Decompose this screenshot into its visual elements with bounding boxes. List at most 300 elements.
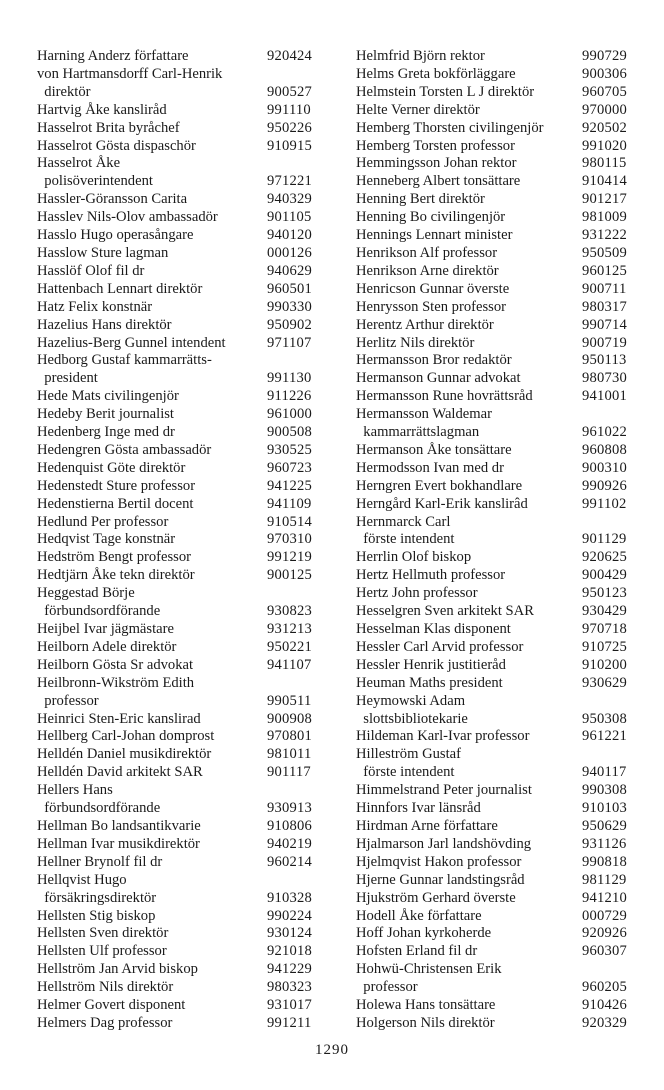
entry-name: Helmfrid Björn rektor [356,48,485,64]
entry-number: 981129 [582,871,627,888]
entry-row [356,84,632,102]
entry-name: Hedström Bengt professor [37,549,192,566]
entry-number: 990926 [582,477,627,494]
entry-number: 990511 [267,692,312,709]
entry-name: Hemberg Thorsten civilingenjör [356,119,544,136]
entry-name: polisöverintendent [37,173,153,190]
entry-name: Himmelstrand Peter journalist [356,782,532,799]
entry-name: Hinnfors Ivar länsråd [356,800,481,817]
entry-name: Hellner Brynolf fil dr [37,853,163,870]
entry-name: Hasslöf Olof fil dr [37,262,145,279]
entry-name: Hellström Nils direktör [37,979,174,996]
entry-name: Hemberg Torsten professor [356,137,515,154]
entry-continuation-row [37,173,317,191]
entry-number: 961022 [582,424,627,441]
entry-name: Hedengren Gösta ambassadör [37,441,212,458]
entry-number: 961221 [582,728,627,745]
entry-name: Hessler Henrik justitieråd [356,656,506,673]
entry-number: 931213 [267,621,312,637]
entry-row [37,943,317,961]
entry-name: Hellsten Ulf professor [37,943,167,960]
entry-number: 000729 [582,907,627,924]
entry-number: 901129 [582,531,627,548]
entry-number: 901217 [582,191,627,208]
entry-name: Hertz John professor [356,585,478,602]
entry-row [356,335,632,353]
entry-name: Hermanson Åke tonsättare [356,441,512,458]
entry-name: Hazelius Hans direktör [37,316,172,333]
entry-name: Holewa Hans tonsättare [356,997,496,1014]
entry-name: Hasslo Hugo operasångare [37,227,194,244]
entry-number: 970801 [267,728,312,745]
entry-number: 991219 [267,549,312,566]
entry-row [37,639,317,657]
entry-row [356,728,632,746]
entry-number: 930429 [582,603,627,620]
entry-row [37,352,317,370]
entry-row [37,979,317,997]
entry-row [37,872,317,890]
entry-name: Holgerson Nils direktör [356,1014,495,1031]
entry-number: 950629 [582,817,627,834]
entry-name: försäkringsdirektör [37,889,157,906]
entry-number: 941225 [267,477,312,494]
entry-row [356,890,632,908]
entry-row [37,66,317,84]
entry-number: 920424 [267,48,312,64]
entry-row [356,621,632,639]
entry-name: Hasselrot Åke [37,155,121,172]
entry-name: Hedenberg Inge med dr [37,424,175,441]
entry-name: Heymowski Adam [356,692,466,709]
entry-number: 910806 [267,817,312,834]
entry-number: 921018 [267,943,312,960]
entry-number: 941109 [267,495,312,512]
entry-name: Heinrici Sten-Eric kanslirad [37,710,201,727]
entry-number: 990729 [582,48,627,64]
entry-continuation-row [37,800,317,818]
entry-number: 991211 [267,1014,312,1031]
entry-continuation-row [356,531,632,549]
entry-number: 970000 [582,101,627,118]
entry-name: Hilleström Gustaf [356,746,461,763]
entry-row [356,173,632,191]
entry-row [356,603,632,621]
entry-row [356,514,632,532]
entry-name: Hofsten Erland fil dr [356,943,478,960]
entry-row [356,693,632,711]
entry-number: 950902 [267,316,312,333]
entry-row [356,352,632,370]
entry-number: 981009 [582,209,627,226]
entry-number: 960723 [267,459,312,476]
entry-row [356,245,632,263]
entry-number: 960501 [267,280,312,297]
entry-row [356,782,632,800]
entry-name: Heilbronn-Wikström Edith [37,674,195,691]
entry-row [37,585,317,603]
entry-number: 990330 [267,298,312,315]
entry-name: Hedenquist Göte direktör [37,459,186,476]
entry-continuation-row [356,979,632,997]
entry-number: 960307 [582,943,627,960]
entry-row [356,227,632,245]
entry-number: 901105 [267,209,312,226]
entry-continuation-row [37,370,317,388]
entry-number: 930913 [267,800,312,817]
entry-name: Hatz Felix konstnär [37,298,153,315]
right-column [356,48,632,1033]
entry-number: 920926 [582,925,627,942]
entry-row [356,442,632,460]
entry-number: 930629 [582,674,627,691]
entry-name: Hesselman Klas disponent [356,621,511,637]
entry-row [37,997,317,1015]
entry-row [356,478,632,496]
entry-row [37,424,317,442]
entry-name: Henneberg Albert tonsättare [356,173,521,190]
entry-number: 940219 [267,835,312,852]
page-number: 1290 [315,1042,349,1058]
entry-name: Hessler Carl Arvid professor [356,638,524,655]
entry-row [37,102,317,120]
entry-row [356,496,632,514]
entry-continuation-row [37,693,317,711]
entry-name: Henrikson Arne direktör [356,262,499,279]
entry-row [356,997,632,1015]
entry-row [356,209,632,227]
entry-continuation-row [356,424,632,442]
entry-name: förbundsordförande [37,800,161,817]
entry-number: 980730 [582,370,627,387]
entry-row [37,317,317,335]
entry-row [37,782,317,800]
entry-row [37,299,317,317]
entry-number: 950123 [582,585,627,602]
entry-row [37,764,317,782]
entry-row [356,299,632,317]
entry-name: Hedeby Berit journalist [37,406,174,423]
entry-row [37,549,317,567]
entry-row [37,818,317,836]
entry-number: 950113 [582,352,627,369]
entry-continuation-row [37,890,317,908]
entry-name: Hirdman Arne författare [356,817,498,834]
entry-row [37,728,317,746]
entry-number: 941001 [582,388,627,405]
entry-name: Herrlin Olof biskop [356,549,472,566]
entry-number: 991020 [582,137,627,154]
entry-name: Hermanson Gunnar advokat [356,370,521,387]
entry-name: Henricson Gunnar överste [356,280,510,297]
entry-row [356,639,632,657]
entry-name: Hartvig Åke kansliråd [37,101,167,118]
entry-row [356,549,632,567]
entry-number: 991130 [267,370,312,387]
entry-name: Hedtjärn Åke tekn direktör [37,567,195,584]
entry-number: 940329 [267,191,312,208]
entry-row [37,908,317,926]
entry-name: president [37,370,98,387]
entry-row [356,943,632,961]
entry-number: 940117 [582,764,627,781]
entry-name: Hede Mats civilingenjör [37,388,179,405]
entry-number: 900310 [582,459,627,476]
entry-name: Helmer Govert disponent [37,997,186,1014]
entry-number: 990308 [582,782,627,799]
entry-row [356,138,632,156]
entry-number: 940120 [267,227,312,244]
entry-name: Heuman Maths president [356,674,503,691]
entry-name: Hertz Hellmuth professor [356,567,506,584]
entry-number: 900429 [582,567,627,584]
entry-row [356,191,632,209]
entry-row [37,191,317,209]
entry-number: 980323 [267,979,312,996]
entry-name: Hattenbach Lennart direktör [37,280,203,297]
entry-row [356,281,632,299]
entry-number: 960214 [267,853,312,870]
entry-number: 970310 [267,531,312,548]
entry-number: 950221 [267,638,312,655]
entry-name: Heilborn Adele direktör [37,638,177,655]
entry-row [37,442,317,460]
entry-number: 931222 [582,227,627,244]
entry-number: 900527 [267,83,312,100]
entry-row [356,120,632,138]
entry-number: 950226 [267,119,312,136]
entry-row [356,961,632,979]
entry-number: 990714 [582,316,627,333]
entry-name: Helmers Dag professor [37,1014,173,1031]
entry-name: Herngård Karl-Erik kanslirâd [356,495,528,512]
entry-name: Hellström Jan Arvid biskop [37,961,198,978]
entry-name: Herlitz Nils direktör [356,334,475,351]
entry-number: 900719 [582,334,627,351]
entry-name: Herentz Arthur direktör [356,316,494,333]
entry-number: 900306 [582,65,627,82]
entry-row [356,657,632,675]
entry-continuation-row [356,764,632,782]
entry-row [37,531,317,549]
entry-row [37,138,317,156]
entry-name: professor [37,692,99,709]
entry-name: Hennings Lennart minister [356,227,513,244]
entry-number: 930124 [267,925,312,942]
entry-row [37,746,317,764]
entry-name: Helmstein Torsten L J direktör [356,83,535,100]
entry-row [356,818,632,836]
entry-row [37,263,317,281]
entry-name: Hellsten Stig biskop [37,907,156,924]
entry-name: Heilborn Gösta Sr advokat [37,656,194,673]
entry-number: 920502 [582,119,627,136]
entry-name: Hedborg Gustaf kammarrätts- [37,352,212,369]
entry-row [356,317,632,335]
entry-name: Heijbel Ivar jägmästare [37,621,174,637]
entry-row [37,836,317,854]
entry-name: Hermansson Waldemar [356,406,492,423]
entry-row [37,496,317,514]
entry-row [356,155,632,173]
entry-row [37,155,317,173]
entry-number: 920329 [582,1014,627,1031]
entry-row [37,227,317,245]
entry-row [37,48,317,66]
entry-name: Hedenstedt Sture professor [37,477,196,494]
entry-number: 941107 [267,656,312,673]
entry-name: Hellsten Sven direktör [37,925,169,942]
entry-name: Henrikson Alf professor [356,244,498,261]
entry-number: 901117 [267,764,311,781]
entry-row [37,1015,317,1033]
entry-name: Hohwü-Christensen Erik [356,961,502,978]
entry-number: 980317 [582,298,627,315]
entry-name: Henning Bo civilingenjör [356,209,506,226]
entry-row [356,406,632,424]
entry-row [356,567,632,585]
entry-name: Hellman Ivar musikdirektör [37,835,200,852]
entry-name: Hjerne Gunnar landstingsråd [356,871,525,888]
entry-number: 920625 [582,549,627,566]
entry-name: Hesselgren Sven arkitekt SAR [356,603,534,620]
entry-row [356,66,632,84]
entry-number: 931017 [267,997,312,1014]
entry-number: 910328 [267,889,312,906]
entry-number: 991102 [582,495,627,512]
entry-name: Hellberg Carl-Johan domprost [37,728,215,745]
entry-name: Hjalmarson Jarl landshövding [356,835,532,852]
entry-name: Hasslev Nils-Olov ambassadör [37,209,218,226]
entry-row [37,245,317,263]
entry-number: 941210 [582,889,627,906]
entry-number: 960205 [582,979,627,996]
entry-name: Hjukström Gerhard överste [356,889,516,906]
entry-number: 910514 [267,513,312,530]
left-column [37,48,317,1033]
entry-number: 960125 [582,262,627,279]
entry-number: 000126 [267,244,312,261]
entry-number: 910426 [582,997,627,1014]
entry-name: Hedenstierna Bertil docent [37,495,194,512]
entry-row [37,514,317,532]
entry-name: Hasselrot Gösta dispaschör [37,137,196,154]
entry-number: 971221 [267,173,312,190]
entry-name: professor [356,979,418,996]
entry-name: Hermodsson Ivan med dr [356,459,504,476]
entry-number: 960705 [582,83,627,100]
entry-row [37,675,317,693]
entry-name: Helms Greta bokförläggare [356,65,516,82]
entry-name: Hellman Bo landsantikvarie [37,817,201,834]
entry-row [356,872,632,890]
entry-number: 981011 [267,746,312,763]
entry-row [37,120,317,138]
entry-row [37,335,317,353]
entry-row [356,800,632,818]
entry-row [37,854,317,872]
entry-row [356,460,632,478]
entry-number: 961000 [267,406,312,423]
entry-name: Hellers Hans [37,782,113,799]
entry-row [356,746,632,764]
entry-row [356,388,632,406]
entry-name: Hasslow Sture lagman [37,244,169,261]
entry-number: 990818 [582,853,627,870]
entry-number: 910915 [267,137,312,154]
entry-row [37,621,317,639]
entry-row [356,1015,632,1033]
entry-row [37,209,317,227]
entry-name: von Hartmansdorff Carl-Henrik [37,65,223,82]
entry-row [356,908,632,926]
entry-name: förste intendent [356,531,455,548]
entry-number: 930823 [267,603,312,620]
entry-name: kammarrättslagman [356,424,480,441]
entry-number: 940629 [267,262,312,279]
entry-number: 991110 [267,101,311,118]
entry-row [356,585,632,603]
entry-row [37,460,317,478]
entry-name: Hermansson Bror redaktör [356,352,512,369]
entry-number: 900711 [582,280,627,297]
entry-number: 950308 [582,710,627,727]
entry-name: Herngren Evert bokhandlare [356,477,523,494]
entry-number: 931126 [582,835,627,852]
entry-number: 900908 [267,710,312,727]
entry-row [356,925,632,943]
entry-name: Hazelius-Berg Gunnel intendent [37,334,226,351]
entry-row [356,370,632,388]
entry-row [37,478,317,496]
entry-name: Henning Bert direktör [356,191,485,208]
entry-number: 910725 [582,638,627,655]
entry-row [37,406,317,424]
entry-name: Hildeman Karl-Ivar professor [356,728,530,745]
entry-row [356,675,632,693]
entry-row [37,657,317,675]
entry-name: direktör [37,83,91,100]
entry-number: 910200 [582,656,627,673]
entry-name: Heggestad Börje [37,585,135,602]
entry-number: 960808 [582,441,627,458]
entry-row [356,102,632,120]
entry-name: Helldén David arkitekt SAR [37,764,203,781]
entry-name: Henrysson Sten professor [356,298,506,315]
entry-name: Hedlund Per professor [37,513,169,530]
entry-continuation-row [356,711,632,729]
entry-name: förste intendent [356,764,455,781]
entry-name: Hermansson Rune hovrättsråd [356,388,533,405]
entry-number: 930525 [267,441,312,458]
entry-name: Harning Anderz författare [37,48,189,64]
entry-row [37,567,317,585]
entry-number: 910103 [582,800,627,817]
entry-row [356,263,632,281]
entry-number: 941229 [267,961,312,978]
entry-row [37,281,317,299]
entry-number: 970718 [582,621,627,637]
entry-name: Hedqvist Tage konstnär [37,531,176,548]
entry-continuation-row [37,603,317,621]
entry-number: 971107 [267,334,312,351]
entry-name: Hjelmqvist Hakon professor [356,853,522,870]
entry-row [356,836,632,854]
entry-name: Hoff Johan kyrkoherde [356,925,492,942]
entry-number: 900508 [267,424,312,441]
entry-name: Hemmingsson Johan rektor [356,155,517,172]
entry-number: 950509 [582,244,627,261]
